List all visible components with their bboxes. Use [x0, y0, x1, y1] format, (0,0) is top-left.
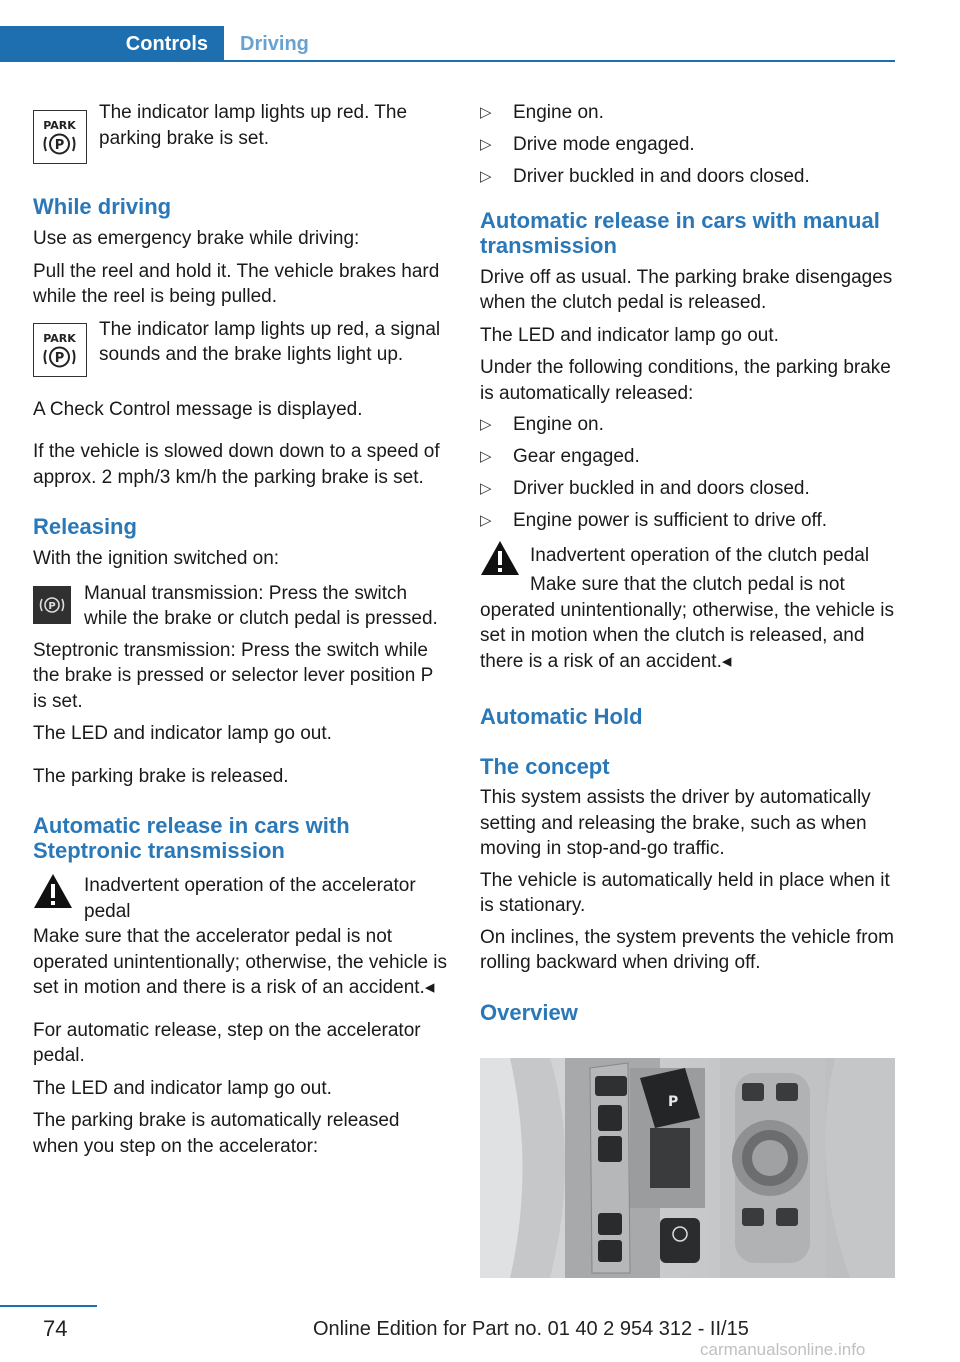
park-brake-icon — [33, 110, 87, 164]
warning-clutch — [480, 540, 895, 674]
park-brake-icon — [33, 323, 87, 377]
warning-icon — [33, 873, 73, 909]
footer-rule — [0, 1305, 97, 1307]
edition-text: Online Edition for Part no. 01 40 2 954 312 - II/15 — [313, 1318, 749, 1340]
warning-accelerator — [33, 873, 448, 1001]
wd-paragraph-2: Pull the reel and hold it. The vehicle brakes hard while the reel is being pulled. — [33, 260, 440, 307]
conditions-list-1 — [480, 100, 895, 190]
header-tabs — [0, 26, 895, 62]
svg-text:P: P — [54, 350, 65, 366]
bullet-triangle-icon: ▷ — [480, 136, 492, 153]
park-text-1: The indicator lamp lights up red. The parking brake is set. — [99, 102, 408, 149]
list-item: ▷ Driver buckled in and doors closed. — [480, 164, 895, 190]
heading-overview: Overview — [480, 999, 578, 1025]
list-item: ▷ Driver buckled in and doors closed. — [480, 476, 895, 502]
am-paragraph-2: The LED and indicator lamp go out. — [480, 324, 779, 346]
bullet-triangle-icon: ▷ — [480, 512, 492, 529]
concept-paragraph-3: On inclines, the system prevents the vehicle from rolling backward when driving off. — [480, 926, 894, 973]
park-text-2: The indicator lamp lights up red, a signal sounds and the brake lights light up. — [99, 318, 441, 365]
am-paragraph-1: Drive off as usual. The parking brake disengages when the clutch pedal is released. — [480, 266, 893, 313]
warning-clutch-body: Make sure that the clutch pedal is not operated unintentionally; otherwise, the vehicle is set in motion when the clutch is released, and there is a risk of an accident.◂ — [480, 574, 895, 672]
parking-brake-switch-icon — [33, 586, 71, 624]
tab-controls[interactable]: Controls — [125, 33, 208, 55]
heading-auto-release-manual: Automatic release in cars with manual transmission — [480, 207, 880, 258]
rel-paragraph-4: The parking brake is released. — [33, 765, 289, 787]
watermark: carmanualsonline.info — [700, 1340, 866, 1359]
warning-icon — [480, 540, 520, 576]
list-item: ▷ Gear engaged. — [480, 444, 895, 470]
conditions-list-2 — [480, 412, 895, 534]
as-paragraph-3: The parking brake is automatically released when you step on the accelerator: — [33, 1110, 400, 1157]
bullet-triangle-icon: ▷ — [480, 104, 492, 121]
warning-accelerator-body: Make sure that the accelerator pedal is not operated unintentionally; otherwise, the vehicle is set in motion and there is a risk of an accident.◂ — [33, 926, 448, 998]
heading-releasing: Releasing — [33, 514, 137, 539]
warning-accelerator-title: Inadvertent operation of the accelerator pedal — [84, 875, 416, 922]
park-indicator-row-2 — [33, 317, 448, 397]
switch-row — [33, 581, 448, 632]
svg-text:P: P — [48, 600, 56, 612]
warning-clutch-title: Inadvertent operation of the clutch pedal — [530, 545, 870, 566]
wd-paragraph-4: If the vehicle is slowed down down to a speed of approx. 2 mph/3 km/h the parking brake is set. — [33, 441, 440, 488]
rel-paragraph-2: Steptronic transmission: Press the switch while the brake is pressed or selector lever position P is set. — [33, 639, 433, 712]
left-column — [33, 100, 448, 1159]
bullet-triangle-icon: ▷ — [480, 448, 492, 465]
bullet-triangle-icon: ▷ — [480, 168, 492, 185]
center-console-photo — [480, 1058, 895, 1278]
heading-the-concept: The concept — [480, 754, 610, 779]
bullet-triangle-icon: ▷ — [480, 416, 492, 433]
list-item: ▷ Engine power is sufficient to drive off. — [480, 508, 895, 534]
right-column — [480, 100, 895, 1025]
bullet-triangle-icon: ▷ — [480, 480, 492, 497]
rel-switch-text — [84, 581, 448, 632]
concept-paragraph-2: The vehicle is automatically held in place when it is stationary. — [480, 869, 890, 916]
rel-paragraph-3: The LED and indicator lamp go out. — [33, 723, 332, 744]
svg-text:P: P — [54, 138, 65, 153]
wd-paragraph-3: A Check Control message is displayed. — [33, 398, 363, 420]
rel-paragraph-1: With the ignition switched on: — [33, 548, 280, 569]
heading-while-driving: While driving — [33, 194, 172, 219]
list-item: ▷ Engine on. — [480, 412, 895, 438]
list-item: ▷ Drive mode engaged. — [480, 132, 895, 158]
wd-paragraph-1: Use as emergency brake while driving: — [33, 228, 360, 249]
heading-automatic-hold: Automatic Hold — [480, 704, 643, 729]
concept-paragraph-1: This system assists the driver by automatically setting and releasing the brake, such as when moving in stop-and-go traffic. — [480, 787, 871, 859]
as-paragraph-1: For automatic release, step on the accelerator pedal. — [33, 1019, 421, 1066]
page-number: 74 — [43, 1316, 68, 1341]
heading-auto-release-steptronic: Automatic release in cars with Steptronic transmission — [33, 813, 350, 863]
as-paragraph-2: The LED and indicator lamp go out. — [33, 1077, 332, 1099]
svg-text:PARK: PARK — [43, 331, 76, 345]
park-indicator-row-1 — [33, 100, 448, 170]
svg-text:PARK: PARK — [43, 119, 76, 132]
svg-text:P: P — [668, 1094, 679, 1110]
header-rule — [0, 60, 895, 62]
tab-driving[interactable]: Driving — [240, 33, 309, 55]
am-paragraph-3: Under the following conditions, the parking brake is automatically released: — [480, 357, 891, 404]
list-item: ▷ Engine on. — [480, 100, 895, 126]
rel-switch-text-body: Manual transmission: Press the switch while the brake or clutch pedal is pressed. — [84, 582, 438, 629]
